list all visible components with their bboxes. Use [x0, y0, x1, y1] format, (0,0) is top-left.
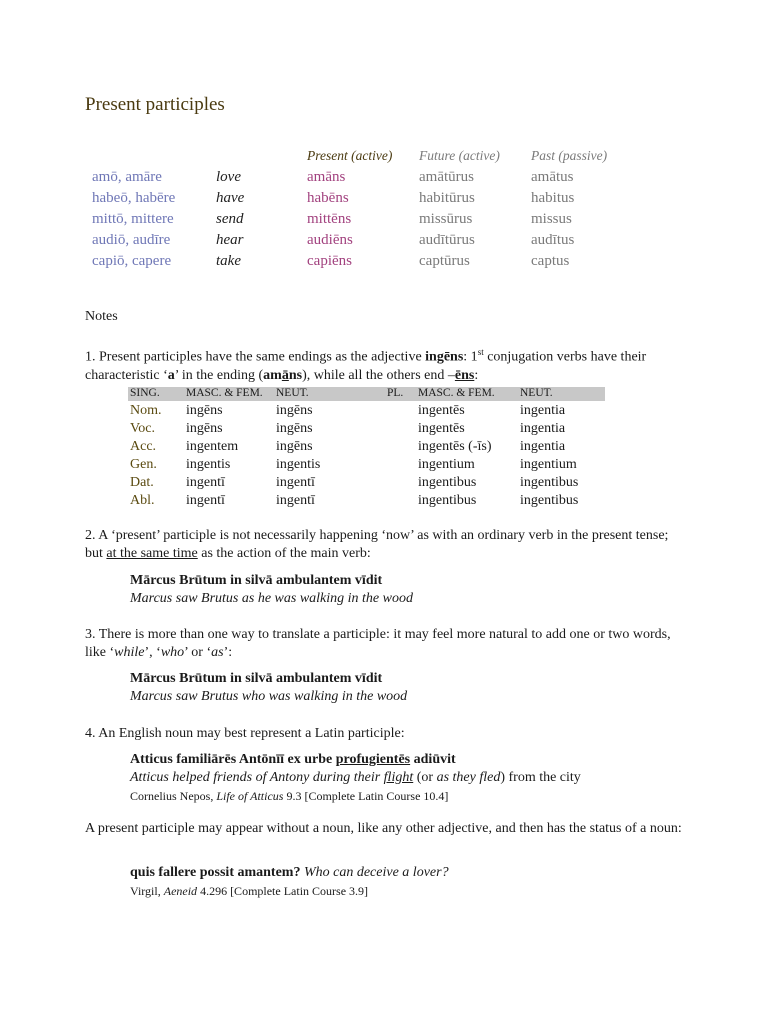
note-3-text: ’ or ‘	[184, 645, 212, 660]
note-5-source-ref: 4.296 [Complete Latin Course 3.9]	[197, 884, 369, 898]
note-3-text: 3. There is more than one way to translate a participle: it may feel more natural to add one or two words, like ‘	[85, 627, 671, 660]
note-3-word: who	[160, 645, 185, 660]
present-participle: mittēns	[307, 211, 352, 227]
header-plural: PL.	[387, 387, 404, 399]
singular-neut: ingentī	[276, 475, 315, 490]
header-neut: NEUT.	[276, 387, 309, 399]
verb-meaning: take	[216, 253, 241, 269]
page-title: Present participles	[85, 94, 225, 115]
note-4-translation-part: as they fled	[436, 770, 501, 785]
case-label: Dat.	[130, 475, 154, 490]
header-plural-neut: NEUT.	[520, 387, 553, 399]
note-2-emphasis: at the same time	[106, 546, 198, 561]
note-1-superscript: st	[477, 347, 484, 357]
declension-row	[128, 403, 605, 421]
plural-neut: ingentium	[520, 457, 577, 472]
note-3-word: as	[211, 645, 224, 660]
verb-meaning: have	[216, 190, 245, 206]
note-1-text: 1. Present participles have the same endings as the adjective	[85, 349, 426, 365]
singular-masc-fem: ingentem	[186, 439, 239, 454]
singular-masc-fem: ingentī	[186, 475, 225, 490]
note-2-translation: Marcus saw Brutus as he was walking in the wood	[130, 591, 413, 606]
singular-neut: ingentis	[276, 457, 321, 472]
note-1-adjective: ingēns	[425, 349, 464, 365]
case-label: Abl.	[130, 493, 155, 508]
declension-row	[128, 475, 605, 493]
past-participle: missus	[531, 211, 572, 227]
plural-neut: ingentibus	[520, 475, 579, 490]
verb-row	[85, 232, 725, 252]
singular-neut: ingēns	[276, 421, 313, 436]
singular-masc-fem: ingēns	[186, 421, 223, 436]
singular-masc-fem: ingentī	[186, 493, 225, 508]
note-4-translation	[130, 769, 581, 787]
note-4-translation-part: Atticus helped friends of Antony during their	[130, 770, 384, 785]
present-participle: audiēns	[307, 232, 353, 248]
verb-meaning: hear	[216, 232, 244, 248]
future-participle: audītūrus	[419, 232, 475, 248]
present-participle: habēns	[307, 190, 349, 206]
verb-row	[85, 169, 725, 189]
header-future-active: Future (active)	[419, 148, 500, 163]
verb-meaning: love	[216, 169, 241, 185]
note-5-source-work: Aeneid	[163, 884, 198, 898]
verb-principal-parts: habeō, habēre	[92, 190, 176, 206]
note-5-source-author: Virgil,	[130, 884, 164, 898]
verb-principal-parts: amō, amāre	[92, 169, 162, 185]
plural-masc-fem: ingentibus	[418, 493, 477, 508]
note-4-source-author: Cornelius Nepos,	[130, 789, 217, 803]
singular-masc-fem: ingentis	[186, 457, 231, 472]
note-2-text: as the action of the main verb:	[197, 546, 371, 561]
verb-principal-parts: capiō, capere	[92, 253, 172, 269]
note-1-text: :	[474, 367, 479, 383]
note-3-text: ’, ‘	[144, 645, 161, 660]
singular-masc-fem: ingēns	[186, 403, 223, 418]
declension-row	[128, 421, 605, 439]
case-label: Acc.	[130, 439, 157, 454]
notes-heading: Notes	[85, 309, 118, 324]
header-singular: SING.	[130, 387, 160, 399]
future-participle: habitūrus	[419, 190, 475, 206]
plural-neut: ingentia	[520, 421, 566, 436]
plural-masc-fem: ingentium	[418, 457, 475, 472]
verb-meaning: send	[216, 211, 244, 227]
declension-header	[128, 387, 605, 401]
declension-row	[128, 439, 605, 457]
note-4-translation-part: (or	[413, 770, 437, 785]
verb-row	[85, 190, 725, 210]
case-label: Nom.	[130, 403, 162, 418]
note-1-ending: ēns	[454, 367, 475, 383]
verb-principal-parts: audiō, audīre	[92, 232, 171, 248]
note-4-source-ref: 9.3 [Complete Latin Course 10.4]	[283, 789, 449, 803]
plural-masc-fem: ingentibus	[418, 475, 477, 490]
note-3-word: while	[114, 645, 145, 660]
note-1	[85, 343, 685, 385]
header-past-passive: Past (passive)	[531, 148, 608, 163]
singular-neut: ingentī	[276, 493, 315, 508]
note-4-source-work: Life of Atticus	[216, 789, 284, 803]
future-participle: amātūrus	[419, 169, 474, 185]
note-3-text: ’:	[223, 645, 233, 660]
declension-row	[128, 493, 605, 511]
note-2	[85, 527, 685, 563]
plural-masc-fem: ingentēs	[418, 403, 465, 418]
case-label: Voc.	[130, 421, 156, 436]
past-participle: audītus	[531, 232, 575, 248]
note-5-source	[130, 882, 368, 900]
note-5: A present participle may appear without a noun, like any other adjective, and then has the status of a noun:	[85, 821, 682, 836]
note-4-translation-noun: flight	[383, 770, 414, 785]
past-participle: captus	[531, 253, 570, 269]
past-participle: habitus	[531, 190, 575, 206]
note-2-text: 2. A ‘present’ participle is not necessarily happening ‘now’ as with an ordinary verb in the present tense; but	[85, 528, 669, 561]
singular-neut: ingēns	[276, 403, 313, 418]
plural-neut: ingentibus	[520, 493, 579, 508]
plural-masc-fem: ingentēs (-īs)	[418, 439, 492, 454]
note-3-translation: Marcus saw Brutus who was walking in the wood	[130, 689, 408, 704]
declension-row	[128, 457, 605, 475]
case-label: Gen.	[130, 457, 157, 472]
note-4-latin-part: Atticus familiārēs Antōnīī ex urbe	[130, 752, 336, 767]
note-5-translation: Who can deceive a lover?	[303, 865, 449, 880]
note-1-example-vowel: ā	[281, 367, 289, 383]
verb-row	[85, 211, 725, 231]
header-present-active: Present (active)	[307, 148, 393, 163]
note-4-source	[130, 787, 448, 805]
note-4-translation-part: ) from the city	[500, 770, 581, 785]
verb-principal-parts: mittō, mittere	[92, 211, 174, 227]
note-4-latin-participle: profugientēs	[335, 752, 411, 767]
note-1-example-part: am	[263, 367, 282, 383]
future-participle: captūrus	[419, 253, 470, 269]
note-3	[85, 626, 685, 662]
note-5-example	[130, 864, 449, 882]
future-participle: missūrus	[419, 211, 473, 227]
note-1-text: conjugation verbs have their characteristic ‘	[85, 349, 647, 383]
present-participle: amāns	[307, 169, 346, 185]
plural-masc-fem: ingentēs	[418, 421, 465, 436]
verb-row	[85, 253, 725, 273]
singular-neut: ingēns	[276, 439, 313, 454]
note-4-latin-example	[130, 751, 456, 769]
note-1-vowel: a	[167, 367, 175, 383]
note-1-text: : 1	[463, 349, 478, 365]
header-plural-masc-fem: MASC. & FEM.	[418, 387, 495, 399]
plural-neut: ingentia	[520, 439, 566, 454]
note-1-text: ), while all the others end –	[302, 367, 455, 383]
plural-neut: ingentia	[520, 403, 566, 418]
note-2-latin-example: Mārcus Brūtum in silvā ambulantem vīdit	[130, 573, 383, 588]
note-1-example-part: ns	[288, 367, 303, 383]
past-participle: amātus	[531, 169, 574, 185]
note-5-latin-example: quis fallere possit amantem?	[130, 865, 301, 880]
note-1-example	[263, 368, 302, 383]
note-4: 4. An English noun may best represent a Latin participle:	[85, 726, 405, 741]
note-1-text: ’ in the ending (	[174, 367, 264, 383]
header-masc-fem: MASC. & FEM.	[186, 387, 263, 399]
note-4-latin-part: adiūvit	[410, 752, 456, 767]
present-participle: capiēns	[307, 253, 352, 269]
note-3-latin-example: Mārcus Brūtum in silvā ambulantem vīdit	[130, 671, 383, 686]
